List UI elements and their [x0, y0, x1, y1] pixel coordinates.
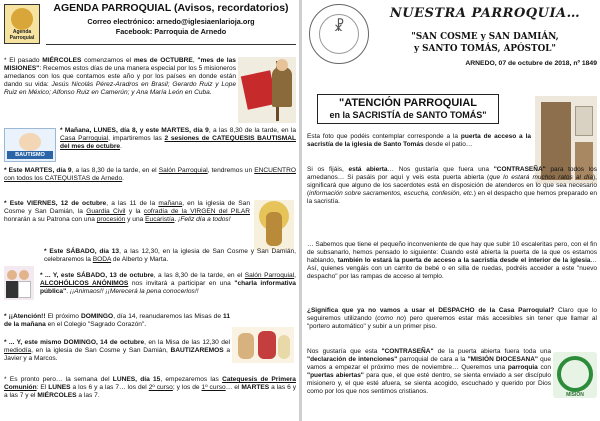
notice-wedding: * Este SÁBADO, día 13, a las 12,30, en la iglesia de San Cosme y San Damián, celebraremos la BODA de Alberto y Marta. [44, 248, 297, 264]
wedding-illustration [4, 266, 34, 300]
article-p4: ¿Significa que ya no vamos a usar el DESPACHO de la Casa Parroquial? Claro que lo seguiremos utilizando (como no) pero queremos estar más accesibles sin tener que llamar al "portero automático" y subir a un primer piso. [307, 307, 597, 330]
agenda-logo [4, 4, 40, 44]
notice-alcoholicos-anonimos: * ... Y, este SÁBADO, 13 de octubre, a las 8,30 de la tarde, en el Salón Parroquial, ALCOHÓLICOS ANÓNIMOS nos invitará a participar en una "charla informativa pública". ¡¡Animaos!! ¡¡Merecerá la pena conocerlos!! [40, 272, 296, 296]
parish-name-line2: y SANTO TOMÁS, APÓSTOL" [413, 44, 557, 54]
article-p1: Esta foto que podéis contemplar corresponde a la puerta de acceso a la sacristía de la iglesia de Santo Tomás desde el patio… [307, 133, 531, 148]
notice-missions: * El pasado MIÉRCOLES comenzamos el mes de OCTUBRE, "mes de las MISIONES": Recemos estos días de una manera especial por los 5 misioneros arnedanos con los que contamos este año y por los países en donde están dando su vida: Jesús Nicolás Pérez-Aradros en Brasil; Gerardo Ruiz y Lope Ruiz en México; Alfonso Ruiz en Camerún; y Ana María León en Cuba. [4, 57, 236, 97]
agenda-facebook[interactable]: Facebook: Parroquia de Arnedo [115, 27, 227, 36]
agenda-title [46, 2, 296, 14]
right-page [303, 0, 600, 421]
virgin-pilar-illustration [254, 200, 294, 250]
article-p2: Si os fijáis, está abierta… Nos gustaría que fuera una "CONTRASEÑA" para todos los arnedanos… Si pasáis por aquí y veis esta puerta abierta (que lo estará muchos ratos al día), significará que alguno de los sacerdotes está en disposición de atenderos en lo que sea necesario (información sobre sacramentos, escucha, confesión, etc.) en el despacho que hemos preparado en la sacristía. [307, 166, 598, 205]
notice-first-communion: * Es pronto pero… la semana del LUNES, día 15, empezaremos las Catequesis de Primera Comunión: El LUNES a los 6 y a las 7… los del 2º curso; y los de 1º curso… el MARTES a las 6 y a las 7 y el MIÉRCOLES a las 7. [4, 376, 297, 400]
article-p5: Nos gustaría que esta "CONTRASEÑA" de la puerta abierta fuera toda una "declaración de intenciones" parroquial de cara a la "MISIÓN DIOCESANA" que vamos a empezar el próximo mes de noviembre… Queremos una parroquia con "puertas abiertas" para que, el que esté dentro, se sienta enviado a ser discípulo misionero y, el que esté afuera, se sienta acogido, escuchado y querido por Dios como por los que nos sentimos cristianos. [307, 348, 552, 395]
parish-seal [309, 4, 369, 64]
baptism-label: BAUTISMO [7, 151, 53, 159]
chi-rho-icon: ☧ [333, 19, 345, 35]
notice-baptism-catechesis: * Mañana, LUNES, día 8, y este MARTES, día 9, a las 8,30 de la tarde, en la Casa Parroquial, impartiremos las 2 sesiones de CATEQUESIS BAUTISMAL del mes de octubre. [60, 127, 296, 151]
agenda-title-main: AGENDA PARROQUIAL [53, 2, 172, 14]
missions-illustration [238, 57, 296, 123]
agenda-logo-label: Agenda Parroquial [9, 29, 35, 41]
parish-name-line1: "SAN COSME y SAN DAMIÁN, [411, 32, 559, 42]
article-p3: … Sabemos que tiene el pequeño inconveniente de que hay que subir 10 escaleritas pero, con el fin de subsanarlo, hemos pensado lo siguiente: Cuando esté abierta la puerta de la que os estamos hablando, también lo estará la puerta de acceso a la sacristía desde el interior de la iglesia… Así, quienes vengáis con un carrito de bebé o en silla de ruedas, podréis acceder a este "nuevo despacho" por las rampas de acceso al templo. [307, 241, 597, 280]
newsletter-title: NUESTRA PARROQUIA… [389, 6, 581, 21]
baptism-illustration [4, 128, 56, 162]
notice-pilar: * Este VIERNES, 12 de octubre, a las 11 de la mañana, en la iglesia de San Cosme y San Damián, la Guardia Civil y la cofradía de la VIRGEN del PILAR honrarán a su Patrona con una procesión y una Eucaristía. ¡Feliz día a todos! [4, 200, 250, 224]
mission-logo-label: MISIÓN [566, 392, 584, 398]
page-fold [299, 0, 302, 421]
agenda-title-sub: (Avisos, recordatorios) [174, 2, 289, 14]
communion-illustration [232, 327, 294, 363]
issue-date: ARNEDO, 07 de octubre de 2018, nº 1849 [465, 60, 597, 67]
agenda-header [46, 2, 296, 36]
article-title: "ATENCIÓN PARROQUIAL [338, 97, 478, 109]
agenda-email[interactable]: Correo electrónico: arnedo@iglesiaenlarioja.org [87, 17, 255, 26]
article-subtitle: en la SACRISTÍA de SANTO TOMÁS" [329, 110, 487, 120]
notice-baptisms-sunday: * ... Y, este mismo DOMINGO, 14 de octubre, en la Misa de las 12,30 del mediodía, en la iglesia de San Cosme y San Damián, BAUTIZAREMOS a Javier y a Marcos. [4, 339, 230, 363]
left-page [0, 0, 298, 421]
notice-sunday-mass: * ¡¡Atención!! El próximo DOMINGO, día 14, reanudaremos las Misas de 11 de la mañana en el Colegio "Sagrado Corazón". [4, 313, 230, 329]
diocesan-mission-logo [553, 352, 597, 398]
notice-catechists: * Este MARTES, día 9, a las 8,30 de la tarde, en el Salón Parroquial, tendremos un ENCUENTRO con todos los CATEQUISTAS de Arnedo. [4, 167, 296, 183]
header-divider [46, 44, 296, 45]
agenda-logo-image [11, 8, 33, 30]
article-banner [317, 94, 499, 124]
